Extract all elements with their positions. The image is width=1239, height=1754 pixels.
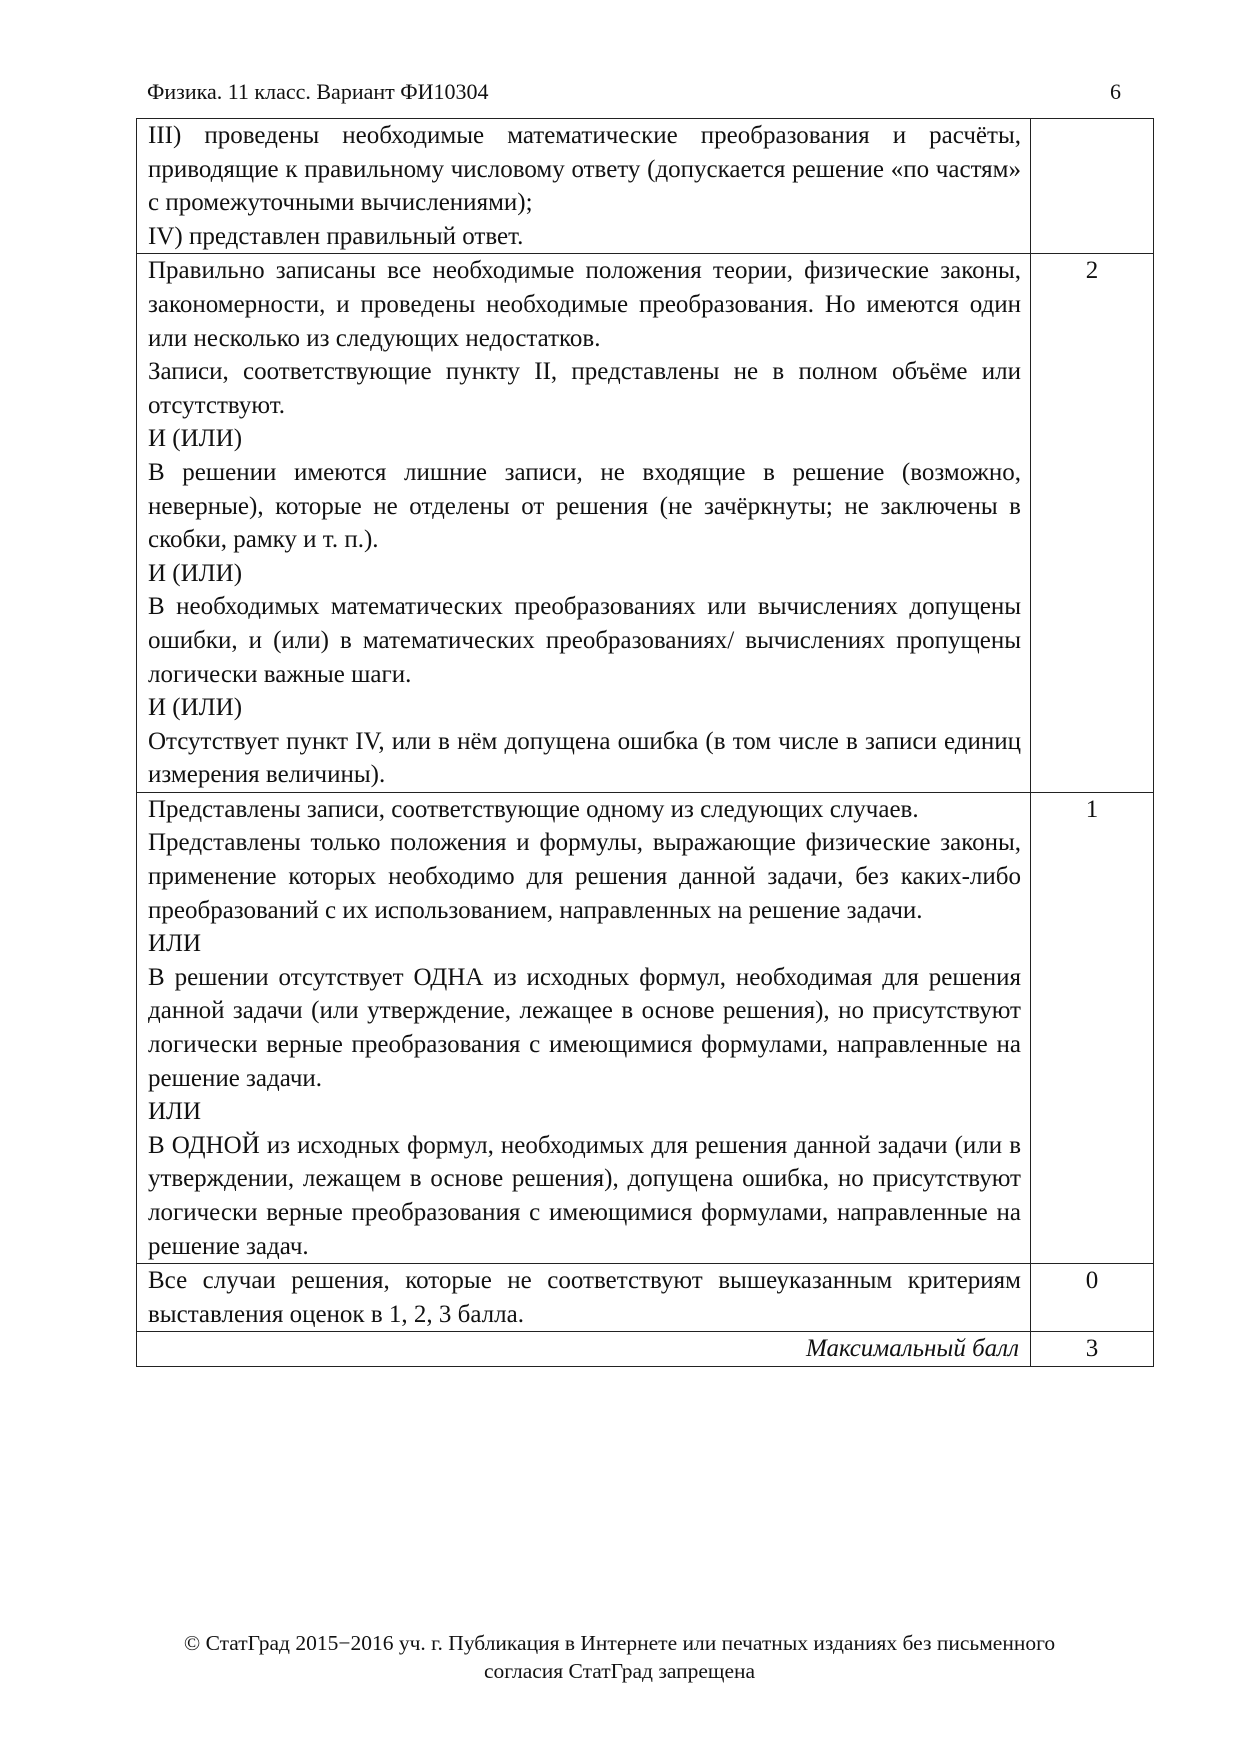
criteria-connector: И (ИЛИ) — [148, 559, 243, 587]
footer-line-2: согласия СтатГрад запрещена — [483, 1659, 756, 1683]
score-value: 1 — [1031, 792, 1154, 1263]
criteria-table — [136, 118, 1154, 1367]
max-score-value: 3 — [1031, 1332, 1154, 1367]
criteria-row-score-1 — [137, 792, 1154, 1263]
criteria-paragraph: В ОДНОЙ из исходных формул, необходимых для решения данной задачи (или в утверждении, лежащем в основе решения), допущена ошибка, но присутствуют логически верные преобразования с имеющимися формулами, направленные на решение задач. — [148, 1131, 1021, 1260]
copyright-footer — [0, 1629, 1239, 1685]
criteria-row-score-0 — [137, 1264, 1154, 1332]
criteria-description — [137, 254, 1031, 793]
score-value: 0 — [1031, 1264, 1154, 1332]
criteria-description — [137, 1264, 1031, 1332]
criteria-row-max-score — [137, 1332, 1154, 1367]
criteria-paragraph: III) проведены необходимые математические преобразования и расчёты, приводящие к правильному числовому ответу (допускается решение «по частям» с промежуточными вычислениями); — [148, 122, 1021, 217]
criteria-paragraph: В решении отсутствует ОДНА из исходных формул, необходимая для решения данной задачи (или утверждение, лежащее в основе решения), но присутствуют логически верные преобразования с имеющимися формулами, направленные на решение задачи. — [148, 963, 1021, 1092]
criteria-paragraph: Записи, соответствующие пункту II, представлены не в полном объёме или отсутствуют. — [148, 358, 1021, 419]
criteria-connector: ИЛИ — [148, 1098, 202, 1126]
criteria-row-continuation — [137, 119, 1154, 254]
criteria-paragraph: Представлены записи, соответствующие одному из следующих случаев. — [148, 795, 919, 823]
score-value — [1031, 119, 1154, 254]
footer-line-1: © СтатГрад 2015−2016 уч. г. Публикация в Интернете или печатных изданиях без письменного — [183, 1631, 1056, 1655]
criteria-paragraph: Правильно записаны все необходимые положения теории, физические законы, закономерности, и проведены необходимые преобразования. Но имеются один или несколько из следующих недостатков. — [148, 257, 1021, 352]
page-header-title: Физика. 11 класс. Вариант ФИ10304 — [147, 79, 489, 104]
criteria-paragraph: Все случаи решения, которые не соответствуют вышеуказанным критериям выставления оценок в 1, 2, 3 балла. — [148, 1267, 1021, 1328]
max-score-label: Максимальный балл — [137, 1332, 1031, 1367]
criteria-row-score-2 — [137, 254, 1154, 793]
criteria-paragraph: IV) представлен правильный ответ. — [148, 222, 524, 250]
page-number: 6 — [1110, 79, 1121, 104]
criteria-paragraph: В необходимых математических преобразованиях или вычислениях допущены ошибки, и (или) в математических преобразованиях/ вычислениях пропущены логически важные шаги. — [148, 593, 1021, 688]
criteria-paragraph: Представлены только положения и формулы, выражающие физические законы, применение которых необходимо для решения данной задачи, без каких-либо преобразований с их использованием, направленных на решение задачи. — [148, 829, 1021, 924]
criteria-description — [137, 792, 1031, 1263]
criteria-paragraph: В решении имеются лишние записи, не входящие в решение (возможно, неверные), которые не отделены от решения (не зачёркнуты; не заключены в скобки, рамку и т. п.). — [148, 458, 1021, 554]
criteria-connector: ИЛИ — [148, 930, 202, 958]
criteria-description — [137, 119, 1031, 254]
score-value: 2 — [1031, 254, 1154, 793]
criteria-paragraph: Отсутствует пункт IV, или в нём допущена ошибка (в том числе в записи единиц измерения величины). — [148, 727, 1021, 789]
criteria-connector: И (ИЛИ) — [148, 425, 243, 453]
criteria-connector: И (ИЛИ) — [148, 694, 243, 722]
